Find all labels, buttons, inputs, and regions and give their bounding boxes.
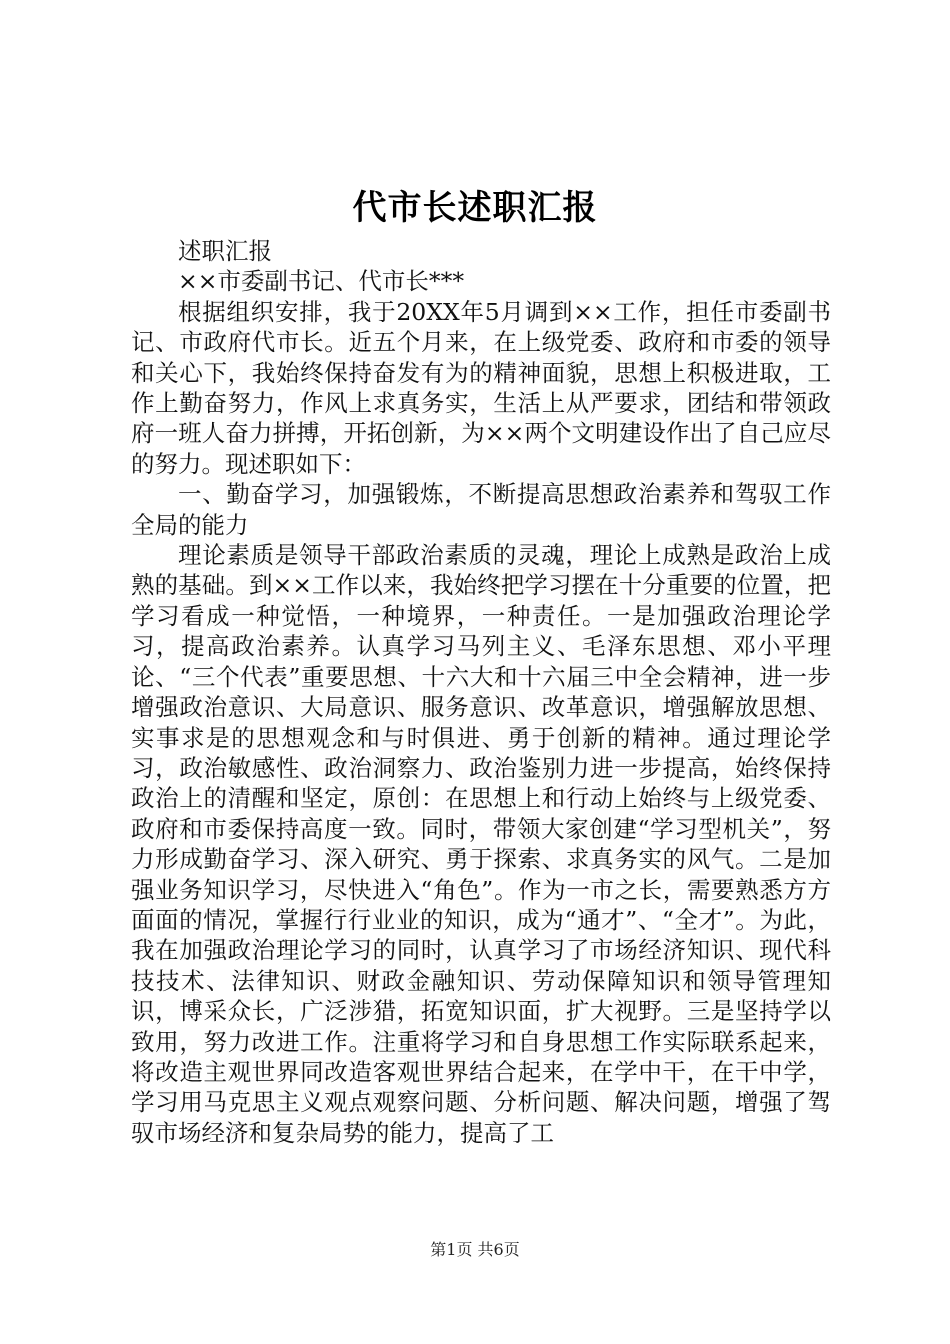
paragraph-introduction: 根据组织安排，我于20XX年5月调到××工作，担任市委副书记、市政府代市长。近五个月来，在上级党委、政府和市委的领导和关心下，我始终保持奋发有为的精神面貌，思想上积极进取，工作上勤奋努力，作风上求真务实，生活上从严要求，团结和带领政府一班人奋力拼搏，开拓创新，为××两个文明建设作出了自己应尽的努力。现述职如下： (131, 297, 831, 478)
page-footer: 第1页 共6页 (430, 1240, 520, 1259)
paragraph-author-line: ××市委副书记、代市长*** (178, 267, 465, 296)
document-title: 代市长述职汇报 (352, 188, 598, 228)
paragraph-section-1-body: 理论素质是领导干部政治素质的灵魂，理论上成熟是政治上成熟的基础。到××工作以来，我始终把学习摆在十分重要的位置，把学习看成一种觉悟，一种境界，一种责任。一是加强政治理论学习，提高政治素养。认真学习马列主义、毛泽东思想、邓小平理论、“三个代表”重要思想、十六大和十六届三中全会精神，进一步增强政治意识、大局意识、服务意识、改革意识，增强解放思想、实事求是的思想观念和与时俱进、勇于创新的精神。通过理论学习，政治敏感性、政治洞察力、政治鉴别力进一步提高，始终保持政治上的清醒和坚定，原创：在思想上和行动上始终与上级党委、政府和市委保持高度一致。同时，带领大家创建“学习型机关”，努力形成勤奋学习、深入研究、勇于探索、求真务实的风气。二是加强业务知识学习，尽快进入“角色”。作为一市之长，需要熟悉方方面面的情况，掌握行行业业的知识，成为“通才”、“全才”。为此，我在加强政治理论学习的同时，认真学习了市场经济知识、现代科技技术、法律知识、财政金融知识、劳动保障知识和领导管理知识，博采众长，广泛涉猎，拓宽知识面，扩大视野。三是坚持学以致用，努力改进工作。注重将学习和自身思想工作实际联系起来，将改造主观世界同改造客观世界结合起来，在学中干，在干中学，学习用马克思主义观点观察问题、分析问题、解决问题，增强了驾驭市场经济和复杂局势的能力，提高了工 (131, 541, 831, 1147)
document-body (131, 236, 831, 1148)
paragraph-report-label: 述职汇报 (178, 237, 272, 265)
section-heading-1: 一、勤奋学习，加强锻炼，不断提高思想政治素养和驾驭工作全局的能力 (131, 480, 831, 539)
